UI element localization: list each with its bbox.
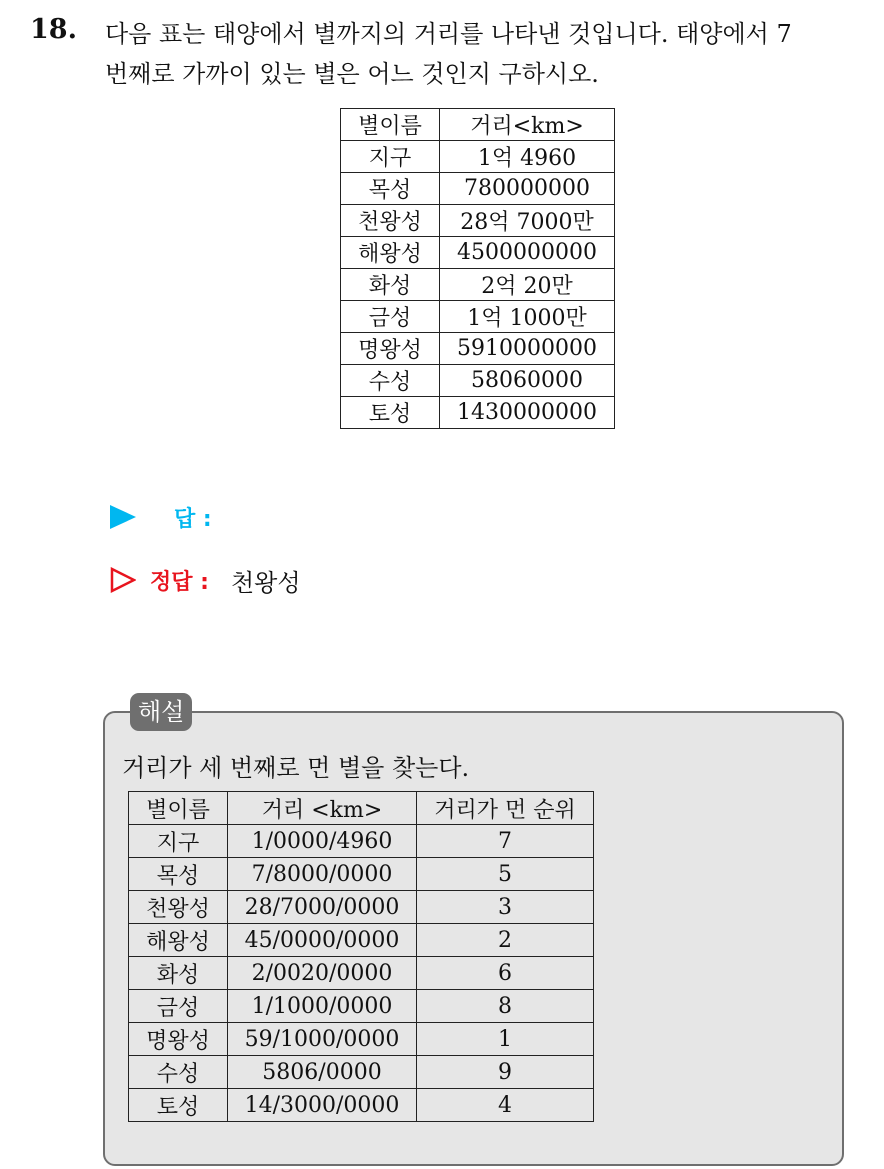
table-row bbox=[129, 957, 594, 990]
star-name-cell: 천왕성 bbox=[341, 205, 440, 237]
distance-cell: 28/7000/0000 bbox=[228, 891, 417, 924]
header-distance: 거리 <km> bbox=[228, 792, 417, 825]
table-row bbox=[129, 990, 594, 1023]
filled-triangle-icon bbox=[110, 505, 136, 529]
star-name-cell: 토성 bbox=[341, 397, 440, 429]
table-row bbox=[129, 1056, 594, 1089]
rank-cell: 6 bbox=[417, 957, 594, 990]
distance-cell: 28억 7000만 bbox=[440, 205, 615, 237]
distance-cell: 1/1000/0000 bbox=[228, 990, 417, 1023]
distance-cell: 2억 20만 bbox=[440, 269, 615, 301]
table-edge bbox=[615, 173, 624, 205]
question-line-1: 다음 표는 태양에서 별까지의 거리를 나타낸 것입니다. 태양에서 7 bbox=[105, 20, 792, 48]
explanation-table bbox=[128, 791, 594, 1122]
table-row bbox=[341, 397, 624, 429]
star-name-cell: 지구 bbox=[341, 141, 440, 173]
star-name-cell: 해왕성 bbox=[341, 237, 440, 269]
rank-cell: 2 bbox=[417, 924, 594, 957]
table-row bbox=[129, 924, 594, 957]
table-edge bbox=[615, 205, 624, 237]
table-edge bbox=[615, 365, 624, 397]
rank-cell: 1 bbox=[417, 1023, 594, 1056]
table-edge bbox=[615, 397, 624, 429]
star-name-cell: 명왕성 bbox=[341, 333, 440, 365]
table-row bbox=[129, 1023, 594, 1056]
question-number: 18. bbox=[30, 14, 77, 45]
distance-cell: 780000000 bbox=[440, 173, 615, 205]
table-row bbox=[129, 1089, 594, 1122]
distance-cell: 45/0000/0000 bbox=[228, 924, 417, 957]
table-edge bbox=[615, 141, 624, 173]
star-name-cell: 지구 bbox=[129, 825, 228, 858]
rank-cell: 7 bbox=[417, 825, 594, 858]
star-name-cell: 화성 bbox=[341, 269, 440, 301]
star-name-cell: 명왕성 bbox=[129, 1023, 228, 1056]
table-row bbox=[341, 141, 624, 173]
table-edge bbox=[615, 269, 624, 301]
rank-cell: 9 bbox=[417, 1056, 594, 1089]
star-name-cell: 해왕성 bbox=[129, 924, 228, 957]
outline-triangle-icon bbox=[110, 567, 136, 593]
table-row bbox=[341, 301, 624, 333]
distance-cell: 58060000 bbox=[440, 365, 615, 397]
distance-cell: 7/8000/0000 bbox=[228, 858, 417, 891]
correct-answer-value: 천왕성 bbox=[230, 568, 301, 597]
table-edge bbox=[615, 333, 624, 365]
header-star-name: 별이름 bbox=[129, 792, 228, 825]
distance-cell: 1억 1000만 bbox=[440, 301, 615, 333]
distance-cell: 5910000000 bbox=[440, 333, 615, 365]
table-row bbox=[341, 365, 624, 397]
star-name-cell: 화성 bbox=[129, 957, 228, 990]
star-name-cell: 천왕성 bbox=[129, 891, 228, 924]
table-row bbox=[129, 891, 594, 924]
distance-cell: 1430000000 bbox=[440, 397, 615, 429]
distance-cell: 5806/0000 bbox=[228, 1056, 417, 1089]
distance-cell: 1억 4960 bbox=[440, 141, 615, 173]
rank-cell: 5 bbox=[417, 858, 594, 891]
rank-cell: 8 bbox=[417, 990, 594, 1023]
table-header-row bbox=[341, 109, 624, 141]
table-row bbox=[341, 269, 624, 301]
header-distance: 거리<km> bbox=[440, 109, 615, 141]
table-header-row bbox=[129, 792, 594, 825]
distance-cell: 2/0020/0000 bbox=[228, 957, 417, 990]
rank-cell: 4 bbox=[417, 1089, 594, 1122]
table-row bbox=[341, 333, 624, 365]
rank-cell: 3 bbox=[417, 891, 594, 924]
distance-cell: 14/3000/0000 bbox=[228, 1089, 417, 1122]
distance-cell: 1/0000/4960 bbox=[228, 825, 417, 858]
star-name-cell: 금성 bbox=[129, 990, 228, 1023]
table-edge bbox=[615, 109, 624, 141]
answer-row bbox=[110, 497, 212, 537]
star-name-cell: 목성 bbox=[129, 858, 228, 891]
question-text bbox=[105, 14, 875, 94]
table-edge bbox=[615, 301, 624, 333]
distance-table bbox=[340, 108, 623, 429]
header-star-name: 별이름 bbox=[341, 109, 440, 141]
star-name-cell: 토성 bbox=[129, 1089, 228, 1122]
table-row bbox=[129, 825, 594, 858]
correct-answer-row bbox=[110, 560, 301, 600]
question-line-2: 번째로 가까이 있는 별은 어느 것인지 구하시오. bbox=[105, 60, 599, 88]
table-row bbox=[129, 858, 594, 891]
table-row bbox=[341, 205, 624, 237]
star-name-cell: 금성 bbox=[341, 301, 440, 333]
star-name-cell: 수성 bbox=[129, 1056, 228, 1089]
answer-label: 답 : bbox=[174, 506, 212, 532]
distance-cell: 59/1000/0000 bbox=[228, 1023, 417, 1056]
correct-answer-label: 정답 : bbox=[150, 569, 209, 595]
table-edge bbox=[615, 237, 624, 269]
star-name-cell: 목성 bbox=[341, 173, 440, 205]
star-name-cell: 수성 bbox=[341, 365, 440, 397]
table-row bbox=[341, 237, 624, 269]
table-row bbox=[341, 173, 624, 205]
explanation-tag: 해설 bbox=[130, 693, 192, 731]
distance-cell: 4500000000 bbox=[440, 237, 615, 269]
header-rank: 거리가 먼 순위 bbox=[417, 792, 594, 825]
explanation-text: 거리가 세 번째로 먼 별을 찾는다. bbox=[122, 754, 470, 782]
